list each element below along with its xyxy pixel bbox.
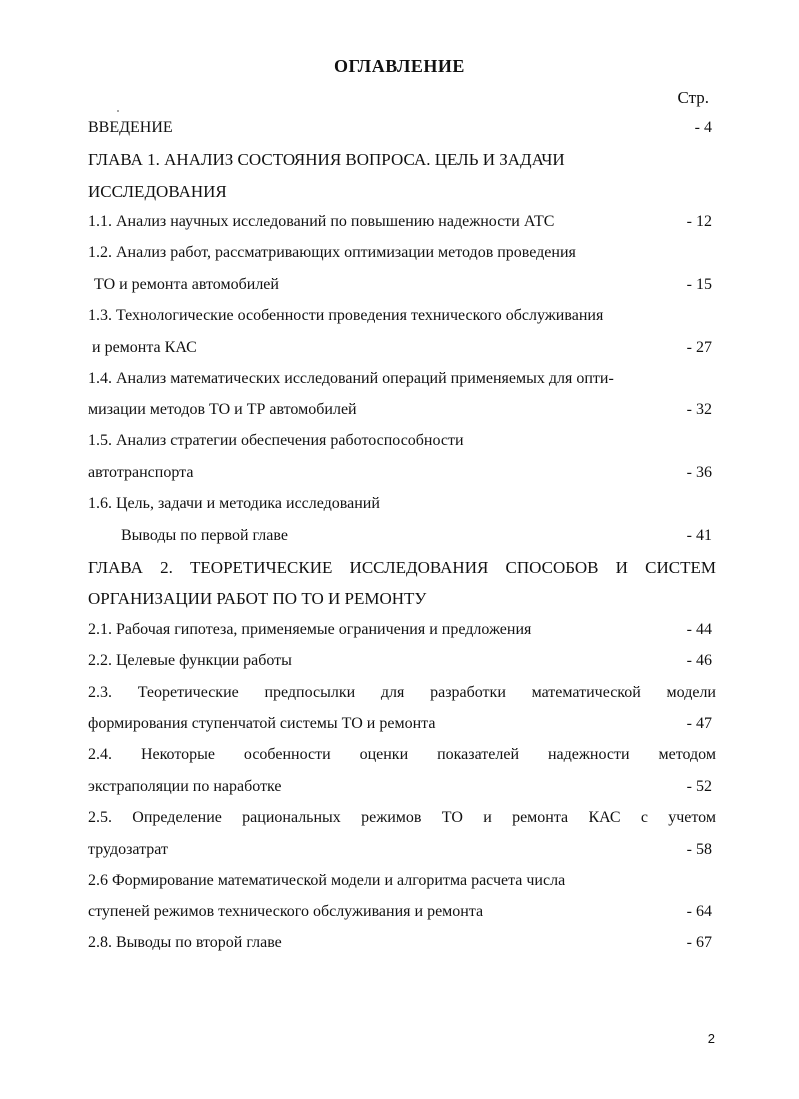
toc-entry [88,464,712,482]
toc-entry-text: 2.5. Определение рациональных режимов ТО и ремонта КАС с учетом [88,809,716,826]
toc-entry [88,652,712,670]
toc-entry-text: ГЛАВА 1. АНАЛИЗ СОСТОЯНИЯ ВОПРОСА. ЦЕЛЬ И ЗАДАЧИ [88,150,565,169]
toc-entry-text: ВВЕДЕНИЕ [88,119,173,136]
page-column-label: Стр. [677,88,709,107]
toc-entry-text: 1.6. Цель, задачи и методика исследований [88,495,380,512]
toc-entry [92,339,712,357]
toc-entry [88,244,712,262]
toc-entry-page: - 64 [686,903,712,920]
toc-entry-text: 2.2. Целевые функции работы [88,652,292,669]
toc-entry [88,213,712,231]
toc-entry [88,934,712,952]
toc-entry [88,401,712,419]
toc-entry-text: 1.1. Анализ научных исследований по повышению надежности АТС [88,213,555,230]
toc-entry [121,527,712,545]
toc-entry-text: 2.4. Некоторые особенности оценки показателей надежности методом [88,746,716,763]
toc-entry-page: - 12 [686,213,712,230]
toc-entry-page: - 58 [686,841,712,858]
toc-entry-page: - 27 [686,339,712,356]
toc-entry [88,778,712,796]
toc-entry-text: трудозатрат [88,841,168,858]
toc-entry [88,684,716,702]
toc-entry [88,370,712,388]
toc-entry-text: 2.6 Формирование математической модели и алгоритма расчета числа [88,872,566,889]
toc-chapter-heading [88,589,712,609]
toc-entry-text: 1.3. Технологические особенности проведения технического обслуживания [88,307,604,324]
toc-entry-page: - 52 [686,778,712,795]
toc-entry-page: - 46 [686,652,712,669]
toc-entry [88,903,712,921]
toc-entry [88,715,712,733]
toc-entry [88,746,716,764]
toc-entry [88,307,712,325]
toc-chapter-heading [88,150,712,170]
scan-speck [117,110,119,112]
toc-entry-page: - 67 [686,934,712,951]
toc-entry [88,119,712,137]
toc-entry [94,276,712,294]
toc-entry-text: ТО и ремонта автомобилей [94,276,279,293]
toc-entry-page: - 47 [686,715,712,732]
toc-entry-page: - 32 [686,401,712,418]
toc-entry-page: - 4 [694,119,712,136]
toc-entry-page: - 44 [686,621,712,638]
toc-entry-text: и ремонта КАС [92,339,197,356]
toc-entry-page: - 41 [686,527,712,544]
toc-entry [88,809,716,827]
toc-entry-text: формирования ступенчатой системы ТО и ремонта [88,715,436,732]
toc-entry-text: 1.5. Анализ стратегии обеспечения работоспособности [88,432,464,449]
toc-entry-text: ИССЛЕДОВАНИЯ [88,182,227,201]
toc-entry-text: ОРГАНИЗАЦИИ РАБОТ ПО ТО И РЕМОНТУ [88,589,427,608]
toc-entry-text: 2.3. Теоретические предпосылки для разработки математической модели [88,684,716,701]
toc-entry [88,432,712,450]
toc-entry-text: автотранспорта [88,464,194,481]
toc-chapter-heading [88,558,716,578]
page-number: 2 [707,1031,715,1046]
page-title: ОГЛАВЛЕНИЕ [334,56,465,76]
toc-entry-page: - 36 [686,464,712,481]
toc-entry [88,621,712,639]
toc-entry-text: Выводы по первой главе [121,527,288,544]
toc-entry-text: мизации методов ТО и ТР автомобилей [88,401,357,418]
toc-entry-text: 1.4. Анализ математических исследований операций применяемых для опти- [88,370,614,387]
toc-entry-text: 1.2. Анализ работ, рассматривающих оптимизации методов проведения [88,244,576,261]
toc-entry [88,495,712,513]
toc-entry-page: - 15 [686,276,712,293]
toc-entry-text: экстраполяции по наработке [88,778,282,795]
toc-entry-text: 2.8. Выводы по второй главе [88,934,282,951]
toc-entry [88,872,712,890]
toc-entry-text: ступеней режимов технического обслуживания и ремонта [88,903,484,920]
toc-entry-text: ГЛАВА 2. ТЕОРЕТИЧЕСКИЕ ИССЛЕДОВАНИЯ СПОСОБОВ И СИСТЕМ [88,558,716,577]
toc-chapter-heading [88,182,712,202]
toc-entry-text: 2.1. Рабочая гипотеза, применяемые ограничения и предложения [88,621,532,638]
toc-entry [88,841,712,859]
